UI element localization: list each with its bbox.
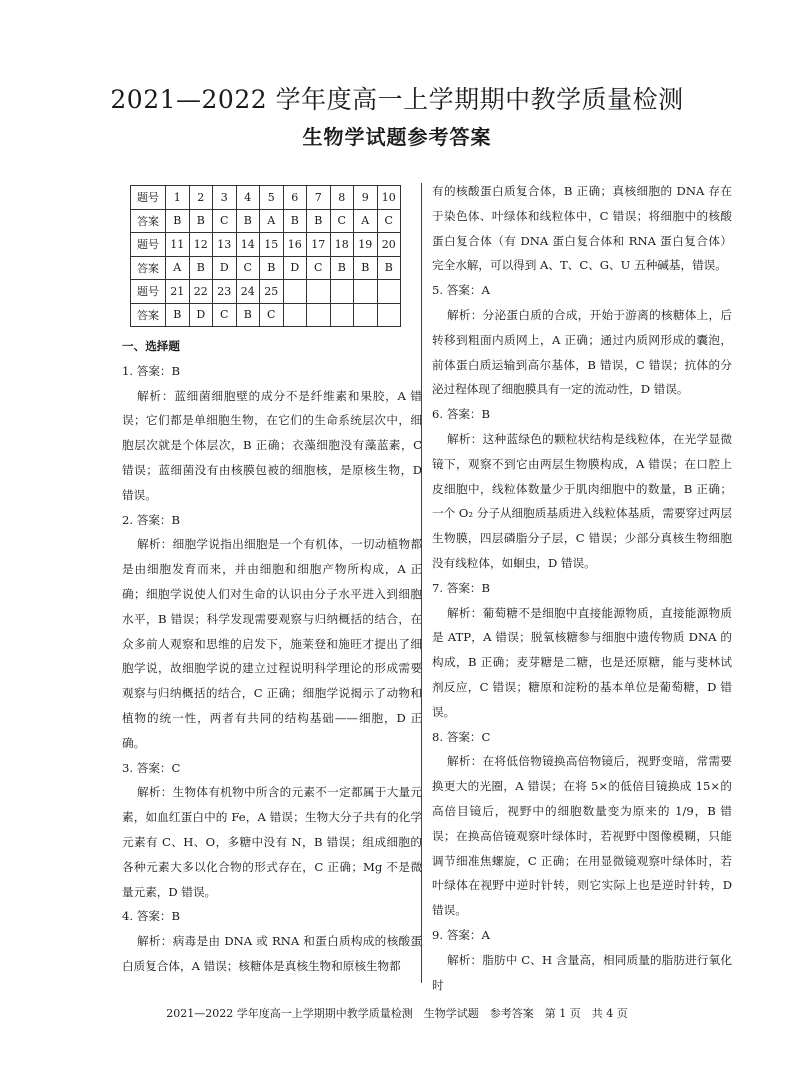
table-cell: B — [354, 256, 378, 280]
row-label: 题号 — [131, 186, 166, 210]
explanation-text: 解析：脂肪中 C、H 含量高，相同质量的脂肪进行氧化时 — [432, 952, 732, 992]
answer-table-row — [131, 209, 401, 233]
explanation-text: 解析：在将低倍物镜换高倍物镜后，视野变暗，常需要换更大的光圈，A 错误；在将 5×的低倍目镜换成 15×的高倍目镜后，视野中的细胞数量变为原来的 1/9，B 错误；在换高倍镜观察叶绿体时，若视野中图像模糊，只能调节细准焦螺旋，C 正确；在用显微镜观察叶绿体时，若叶绿体在视野中逆时针转，则它实际上也是逆时针转，D 错误。 — [432, 754, 732, 918]
table-cell: 2 — [189, 186, 213, 210]
explanation-text: 解析：葡萄糖不是细胞中直接能源物质，直接能源物质是 ATP，A 错误；脱氧核糖参与细胞中遗传物质 DNA 的构成，B 正确；麦芽糖是二糖，也是还原糖，能与斐林试剂反应，C 错误；糖原和淀粉的基本单位是葡萄糖，D 错误。 — [432, 605, 732, 719]
answer-table-row — [131, 303, 401, 327]
explanation-text: 解析：病毒是由 DNA 或 RNA 和蛋白质构成的核酸蛋白质复合体，A 错误；核糖体是真核生物和原核生物都 — [122, 934, 422, 973]
page-title: 2021—2022 学年度高一上学期期中教学质量检测 — [110, 85, 684, 114]
section-title: 一、选择题 — [122, 339, 180, 353]
table-cell — [354, 280, 378, 304]
table-cell: C — [377, 209, 401, 233]
table-cell: 4 — [236, 186, 260, 210]
table-cell: 17 — [307, 233, 331, 257]
answer-line: 8. 答案：C — [432, 729, 491, 744]
table-cell: A — [354, 209, 378, 233]
row-label: 答案 — [131, 256, 166, 280]
explanation-text: 解析：这种蓝绿色的颗粒状结构是线粒体，在光学显微镜下，观察不到它由两层生物膜构成，A 错误；在口腔上皮细胞中，线粒体数量少于肌肉细胞中的数量，B 正确；一个 O₂ 分子从细胞质基质进入线粒体基质，需要穿过两层生物膜，四层磷脂分子层，C 错误；少部分真核生物细胞没有线粒体，如蛔虫，D 错误。 — [432, 431, 732, 570]
table-cell: 8 — [330, 186, 354, 210]
answer-line: 1. 答案：B — [122, 363, 181, 378]
answer-table-row — [131, 186, 401, 210]
table-cell: 16 — [283, 233, 307, 257]
table-cell — [307, 280, 331, 304]
table-cell: B — [189, 209, 213, 233]
table-cell: C — [307, 256, 331, 280]
row-label: 答案 — [131, 303, 166, 327]
answer-table-row — [131, 256, 401, 280]
table-cell: A — [260, 209, 284, 233]
table-cell — [283, 303, 307, 327]
row-label: 答案 — [131, 209, 166, 233]
table-cell: 13 — [213, 233, 237, 257]
table-cell — [377, 280, 401, 304]
page-footer: 2021—2022 学年度高一上学期期中教学质量检测 生物学试题 参考答案 第 1 页 共 4 页 — [166, 1007, 628, 1020]
table-cell — [354, 303, 378, 327]
explanation-text: 解析：蓝细菌细胞壁的成分不是纤维素和果胶，A 错误；它们都是单细胞生物，在它们的生命系统层次中，细胞层次就是个体层次，B 正确；衣藻细胞没有藻蓝素，C 错误；蓝细菌没有由核膜包被的细胞核，是原核生物，D 错误。 — [122, 388, 422, 502]
table-cell: C — [213, 303, 237, 327]
table-cell: 3 — [213, 186, 237, 210]
answer-table-row — [131, 280, 401, 304]
table-cell: 24 — [236, 280, 260, 304]
answer-line: 5. 答案：A — [432, 283, 490, 298]
answer-table — [130, 185, 401, 327]
left-column — [122, 334, 422, 979]
table-cell: B — [307, 209, 331, 233]
answer-line: 6. 答案：B — [432, 407, 491, 422]
table-cell — [283, 280, 307, 304]
answer-line: 7. 答案：B — [432, 580, 491, 595]
page-subtitle: 生物学试题参考答案 — [302, 125, 492, 149]
table-cell: 5 — [260, 186, 284, 210]
explanation-text: 解析：分泌蛋白质的合成，开始于游离的核糖体上，后转移到粗面内质网上，A 正确；通过内质网形成的囊泡，前体蛋白质运输到高尔基体，B 错误，C 错误；抗体的分泌过程体现了细胞膜具有一定的流动性，D 错误。 — [432, 307, 732, 397]
table-cell: 19 — [354, 233, 378, 257]
table-cell: B — [189, 256, 213, 280]
table-cell: 11 — [166, 233, 190, 257]
table-cell: 15 — [260, 233, 284, 257]
answer-table-row — [131, 233, 401, 257]
row-label: 题号 — [131, 233, 166, 257]
table-cell: C — [330, 209, 354, 233]
table-cell: 23 — [213, 280, 237, 304]
table-cell: 1 — [166, 186, 190, 210]
table-cell: B — [166, 209, 190, 233]
explanation-text: 有的核酸蛋白质复合体，B 正确；真核细胞的 DNA 存在于染色体、叶绿体和线粒体中，C 错误；将细胞中的核酸蛋白复合体（有 DNA 蛋白复合体和 RNA 蛋白复合体）完全水解，可以得到 A、T、C、G、U 五种碱基，错误。 — [432, 184, 732, 273]
table-cell: B — [236, 303, 260, 327]
table-cell: B — [283, 209, 307, 233]
table-cell: 20 — [377, 233, 401, 257]
answer-line: 4. 答案：B — [122, 909, 181, 924]
table-cell: 18 — [330, 233, 354, 257]
table-cell: B — [330, 256, 354, 280]
table-cell: 21 — [166, 280, 190, 304]
table-cell: 12 — [189, 233, 213, 257]
table-cell: 7 — [307, 186, 331, 210]
table-cell: D — [189, 303, 213, 327]
row-label: 题号 — [131, 280, 166, 304]
explanation-text: 解析：生物体有机物中所含的元素不一定都属于大量元素，如血红蛋白中的 Fe，A 错误；生物大分子共有的化学元素有 C、H、O，多糖中没有 N，B 错误；组成细胞的各种元素大多以化合物的形式存在，C 正确；Mg 不是微量元素，D 错误。 — [122, 785, 422, 899]
table-cell: 6 — [283, 186, 307, 210]
right-column — [432, 179, 732, 997]
table-cell: C — [236, 256, 260, 280]
table-cell: B — [166, 303, 190, 327]
table-cell — [330, 280, 354, 304]
table-cell: B — [260, 256, 284, 280]
answer-line: 3. 答案：C — [122, 760, 181, 775]
table-cell: C — [260, 303, 284, 327]
table-cell: A — [166, 256, 190, 280]
table-cell: 22 — [189, 280, 213, 304]
table-cell — [330, 303, 354, 327]
table-cell: 9 — [354, 186, 378, 210]
table-cell — [377, 303, 401, 327]
table-cell — [307, 303, 331, 327]
table-cell: D — [283, 256, 307, 280]
table-cell: D — [213, 256, 237, 280]
table-cell: B — [236, 209, 260, 233]
answer-line: 9. 答案：A — [432, 927, 490, 942]
table-cell: 10 — [377, 186, 401, 210]
explanation-text: 解析：细胞学说指出细胞是一个有机体，一切动植物都是由细胞发育而来，并由细胞和细胞产物所构成，A 正确；细胞学说使人们对生命的认识由分子水平进入到细胞水平，B 错误；科学发现需要观察与归纳概括的结合，在众多前人观察和思维的启发下，施莱登和施旺才提出了细胞学说，故细胞学说的建立过程说明科学理论的形成需要观察与归纳概括的结合，C 正确；细胞学说揭示了动物和植物的统一性，两者有共同的结构基础——细胞，D 正确。 — [122, 537, 422, 750]
table-cell: B — [377, 256, 401, 280]
table-cell: 14 — [236, 233, 260, 257]
table-cell: C — [213, 209, 237, 233]
answer-line: 2. 答案：B — [122, 512, 181, 527]
table-cell: 25 — [260, 280, 284, 304]
